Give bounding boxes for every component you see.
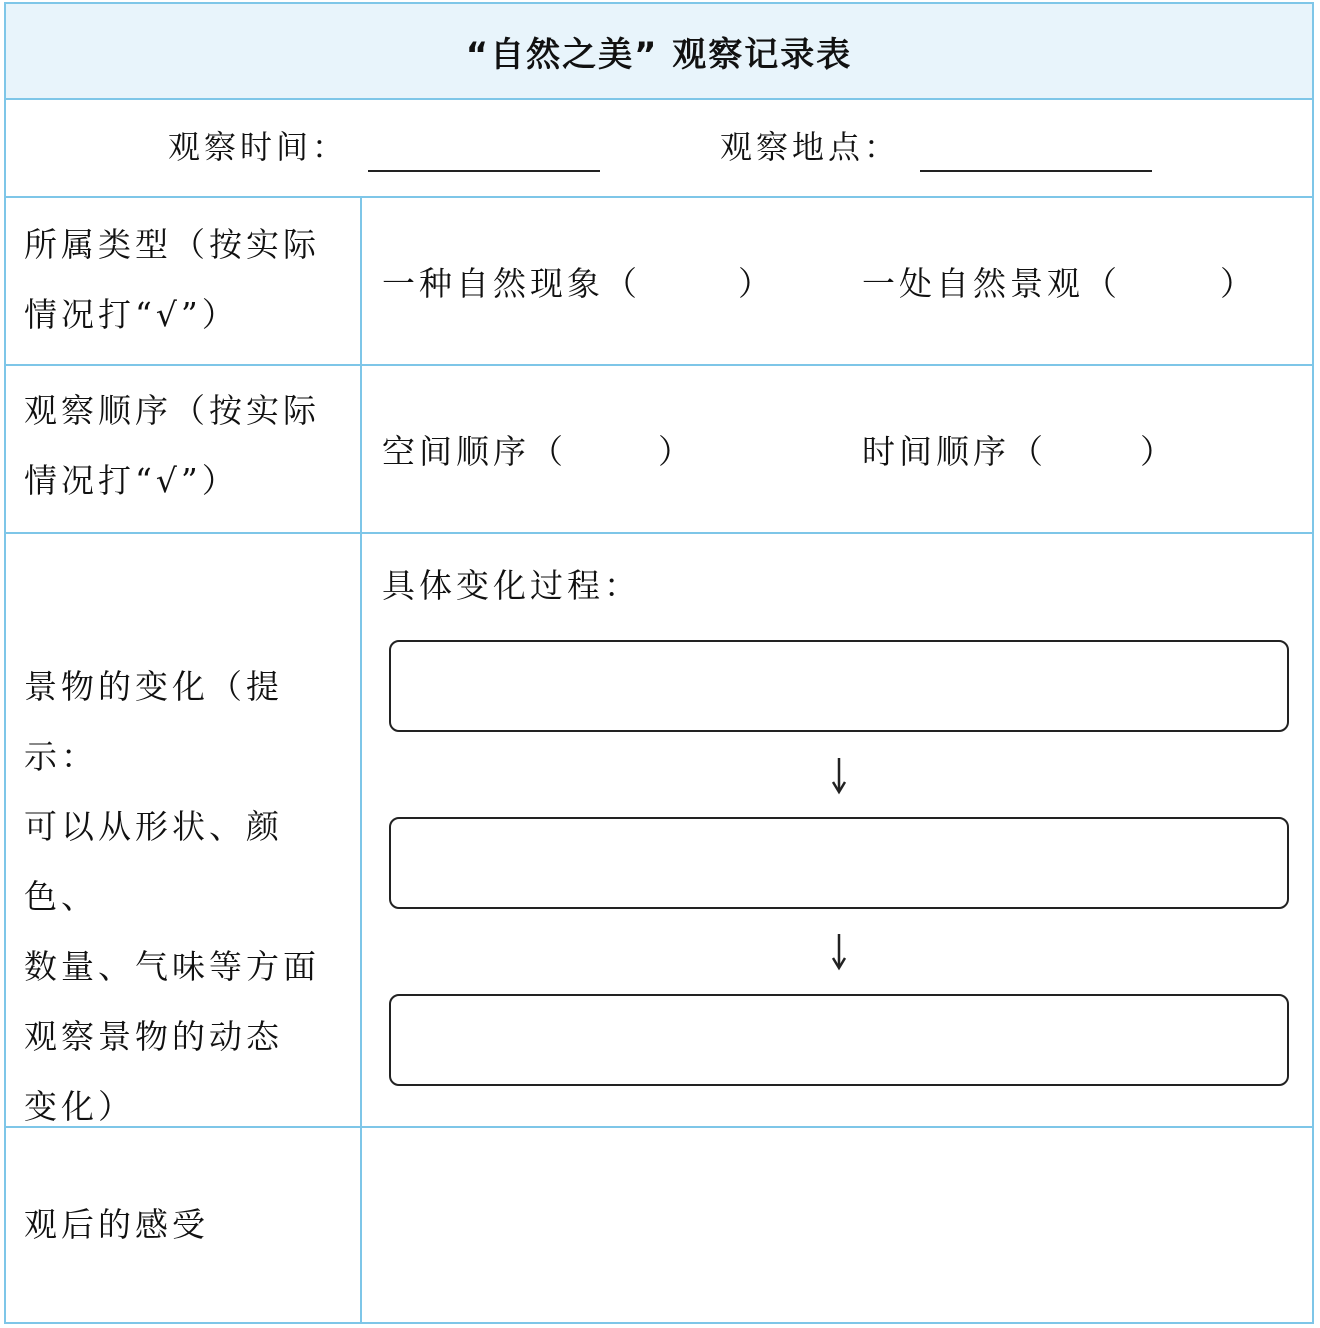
option-natural-landscape[interactable]: 一处自然景观（ (862, 264, 1121, 303)
feeling-input-area[interactable] (364, 1128, 1310, 1322)
order-label-cell (6, 366, 362, 532)
process-label: 具体变化过程： (382, 566, 641, 605)
change-stage-1-box[interactable] (389, 640, 1289, 732)
change-label-cell (6, 534, 362, 1126)
option-spatial-order[interactable]: 空间顺序（ (382, 432, 567, 471)
change-stage-3-box[interactable] (389, 994, 1289, 1086)
type-row (6, 198, 1312, 366)
observation-time-label: 观察时间： (168, 128, 349, 166)
down-arrow-icon (829, 756, 849, 796)
record-sheet (4, 2, 1314, 1324)
order-row (6, 366, 1312, 534)
down-arrow-icon (829, 932, 849, 972)
sheet-title: “自然之美” 观察记录表 (465, 34, 853, 75)
type-label: 所属类型（按实际 情况打“√”） (24, 225, 320, 334)
change-row (6, 534, 1312, 1128)
observation-time-blank[interactable] (368, 170, 600, 172)
close-paren: ） (1220, 264, 1257, 303)
close-paren: ） (1140, 432, 1177, 471)
close-paren: ） (658, 432, 695, 471)
change-stage-2-box[interactable] (389, 817, 1289, 909)
feeling-label-cell (6, 1128, 362, 1322)
title-row (6, 4, 1312, 100)
option-time-order[interactable]: 时间顺序（ (862, 432, 1047, 471)
order-label: 观察顺序（按实际 情况打“√”） (24, 391, 320, 500)
close-paren: ） (738, 264, 775, 303)
feeling-label: 观后的感受 (24, 1205, 209, 1244)
info-row (6, 100, 1312, 198)
feeling-row (6, 1128, 1312, 1322)
change-label: 景物的变化（提示： 可以从形状、颜色、 数量、气味等方面 观察景物的动态 变化） (24, 667, 320, 1126)
observation-place-label: 观察地点： (720, 128, 901, 166)
option-natural-phenomenon[interactable]: 一种自然现象（ (382, 264, 641, 303)
type-label-cell (6, 198, 362, 364)
observation-place-blank[interactable] (920, 170, 1152, 172)
